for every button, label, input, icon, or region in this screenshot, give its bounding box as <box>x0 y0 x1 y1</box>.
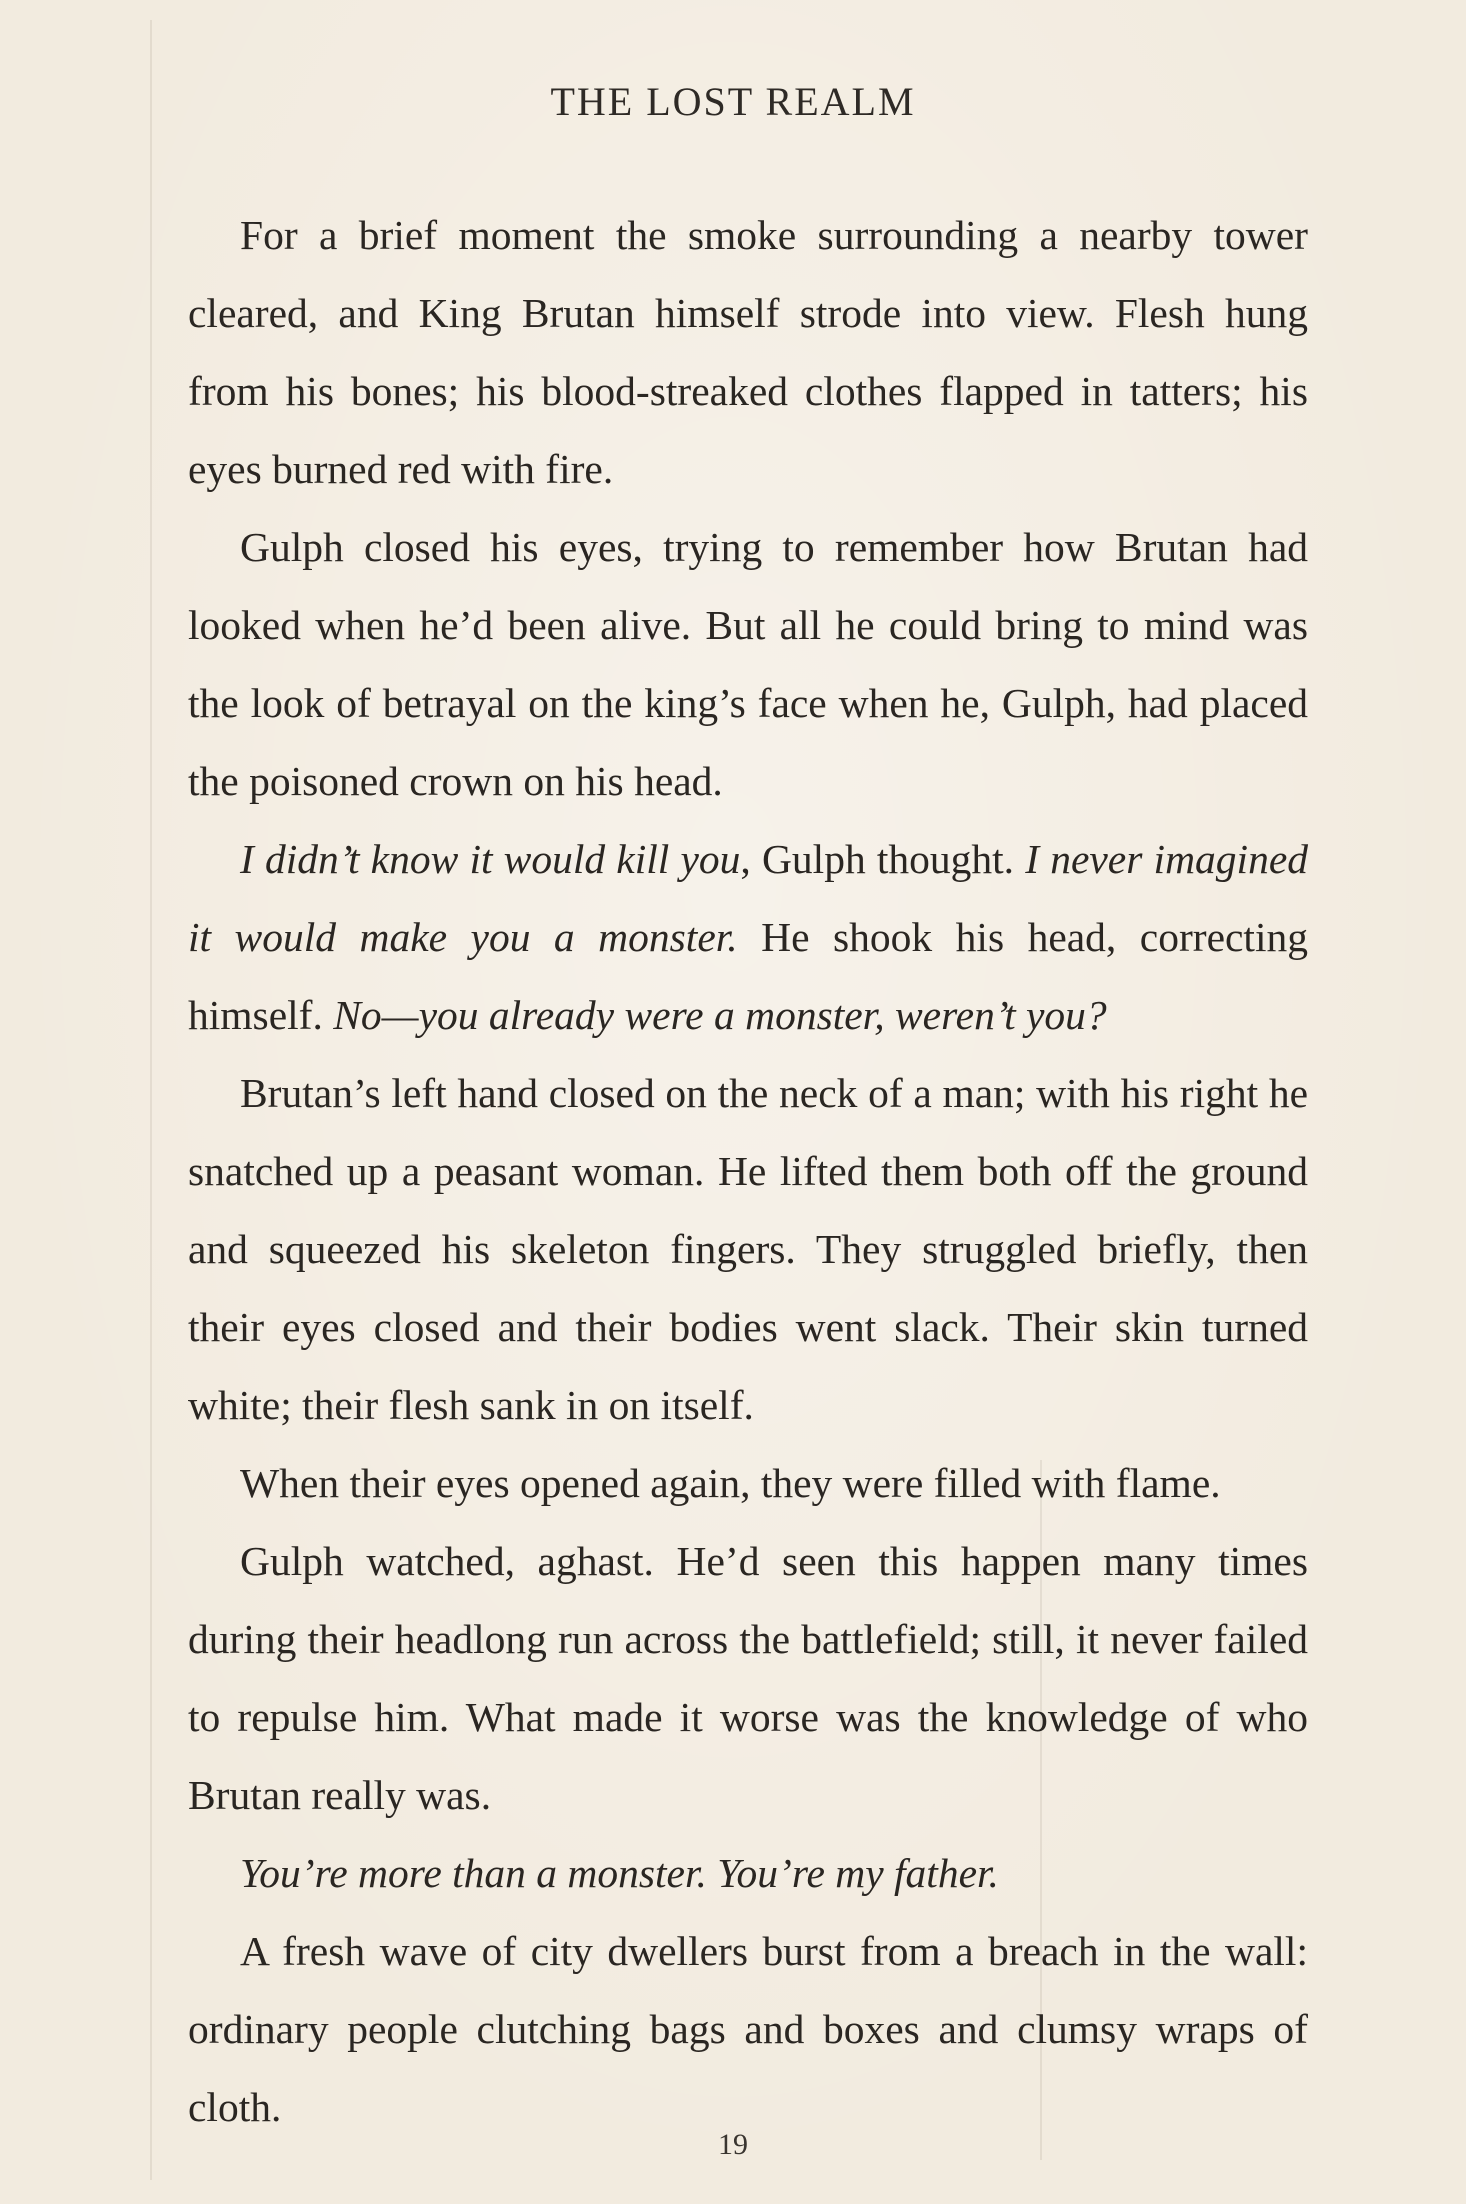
paragraph-text: Gulph closed his eyes, trying to remember how Brutan had looked when he’d been alive. But all he could bring to mind was the look of betrayal on the king’s face when he, Gulph, had placed the poisoned crown on his head. <box>188 524 1308 804</box>
paragraph <box>188 1912 1308 2146</box>
paragraph <box>188 1834 1308 1912</box>
paragraph <box>188 508 1308 820</box>
paragraph-text: When their eyes opened again, they were filled with flame. <box>240 1460 1221 1506</box>
italic-thought: I never imagined it would make you a monster. <box>188 836 1308 960</box>
italic-thought: No—you already were a monster, weren’t you? <box>333 992 1107 1038</box>
paragraph <box>188 196 1308 508</box>
paragraph <box>188 820 1308 1054</box>
paragraph-text: Gulph watched, aghast. He’d seen this happen many times during their headlong run across the battlefield; still, it never failed to repulse him. What made it worse was the knowledge of who Brutan really was. <box>188 1538 1308 1818</box>
paper-crease <box>150 20 152 2180</box>
paragraph <box>188 1444 1308 1522</box>
page-number: 19 <box>718 2128 748 2161</box>
running-head: THE LOST REALM <box>550 79 916 124</box>
paragraph-text: A fresh wave of city dwellers burst from a breach in the wall: ordinary people clutching bags and boxes and clumsy wraps of cloth. <box>188 1928 1308 2130</box>
italic-thought: I didn’t know it would kill you <box>240 836 741 882</box>
paragraph <box>188 1054 1308 1444</box>
italic-thought: You’re more than a monster. You’re my father. <box>240 1850 999 1896</box>
body-text <box>188 196 1308 2146</box>
paragraph <box>188 1522 1308 1834</box>
paragraph-text: For a brief moment the smoke surrounding a nearby tower cleared, and King Brutan himself strode into view. Flesh hung from his bones; his blood-streaked clothes flapped in tatters; his eyes burned red with fire. <box>188 212 1308 492</box>
paragraph-text: Brutan’s left hand closed on the neck of a man; with his right he snatched up a peasant woman. He lifted them both off the ground and squeezed his skeleton fingers. They struggled briefly, then their eyes closed and their bodies went slack. Their skin turned white; their flesh sank in on itself. <box>188 1070 1308 1428</box>
paragraph-text: , Gulph thought. <box>740 836 1026 882</box>
paragraph-text: He shook his head, correcting himself. <box>188 914 1308 1038</box>
